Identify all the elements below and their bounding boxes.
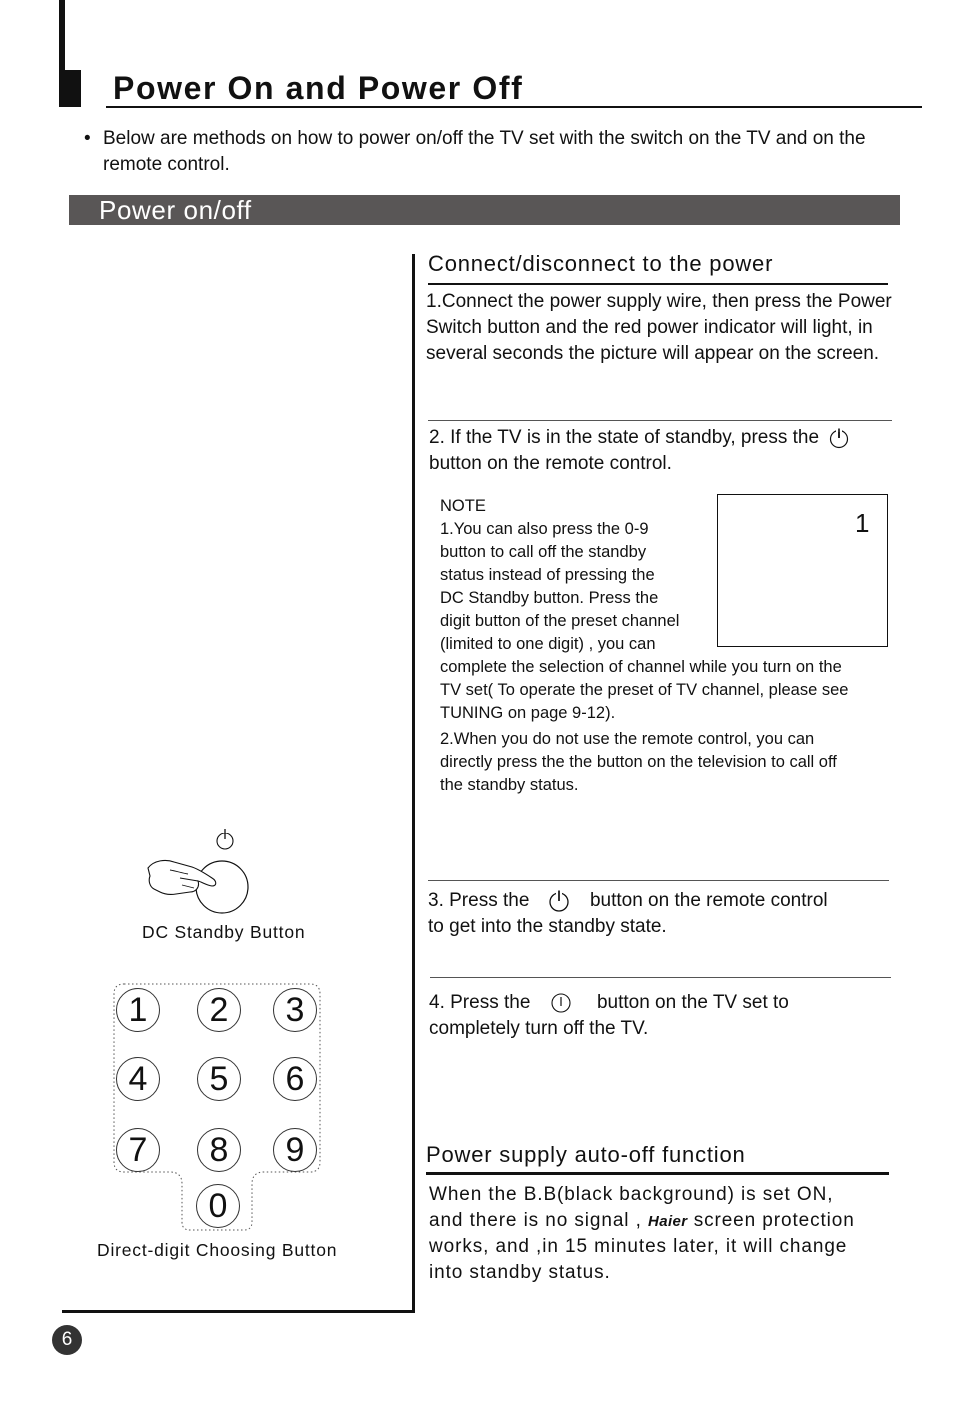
digit-key-7: 7 <box>116 1128 160 1172</box>
standby-icon <box>828 427 850 449</box>
channel-display-number: 1 <box>855 508 870 538</box>
header-block <box>59 70 81 107</box>
note-2-line: 2.When you do not use the remote control, you can <box>440 730 815 748</box>
intro-text: Below are methods on how to power on/off the TV set with the switch on the TV and on the remote control. <box>103 128 866 175</box>
digit-key-8: 8 <box>197 1128 241 1172</box>
standby-icon <box>217 828 233 849</box>
step-3-text-c: to get into the standby state. <box>428 916 667 937</box>
step-2 <box>429 425 909 451</box>
step-3-rule <box>428 880 889 881</box>
autooff-heading: Power supply auto-off function <box>426 1142 746 1167</box>
note-1-line: 1.You can also press the 0-9 <box>440 520 649 538</box>
step-3 <box>428 888 828 914</box>
standby-button-illustration <box>140 826 260 918</box>
autooff-line-2-b: screen protection <box>693 1210 855 1231</box>
step-1-text: 1.Connect the power supply wire, then press the Power Switch button and the red power indicator will light, in several seconds the picture will appear on the screen. <box>426 291 892 364</box>
digit-key-5: 5 <box>197 1057 241 1101</box>
connect-heading-rule <box>428 283 888 285</box>
note-1-line: status instead of pressing the <box>440 566 655 584</box>
title-rule <box>106 106 922 108</box>
step-3-text-b: button on the remote control <box>589 890 828 911</box>
autooff-line-3: works, and ,in 15 minutes later, it will change <box>429 1236 848 1257</box>
note-1-line: button to call off the standby <box>440 543 647 561</box>
note-2-line: directly press the the button on the television to call off <box>440 753 837 771</box>
round-button-icon <box>196 861 248 913</box>
autooff-heading-rule <box>426 1172 889 1175</box>
digit-key-3: 3 <box>273 988 317 1032</box>
digit-key-2: 2 <box>197 988 241 1032</box>
standby-caption: DC Standby Button <box>142 922 306 942</box>
step-4-rule <box>430 977 891 978</box>
note-title: NOTE <box>440 497 486 515</box>
digit-key-4: 4 <box>116 1057 160 1101</box>
note-1-line: (limited to one digit) , you can <box>440 635 656 653</box>
autooff-line-2-a: and there is no signal , <box>429 1210 642 1231</box>
step-4-text-b: button on the TV set to <box>596 992 789 1013</box>
note-2-line: the standby status. <box>440 776 579 794</box>
section-bar: Power on/off <box>69 195 900 225</box>
standby-icon <box>547 889 571 913</box>
note-1-line: TV set( To operate the preset of TV channel, please see <box>440 681 849 699</box>
brand-logo: Haier <box>647 1213 688 1230</box>
step-2-text-b: button on the remote control. <box>429 453 672 474</box>
autooff-line-2 <box>429 1208 855 1235</box>
step-4-text-a: 4. Press the <box>429 992 531 1013</box>
bottom-rule <box>62 1310 415 1313</box>
digit-caption: Direct-digit Choosing Button <box>97 1240 338 1260</box>
page-title: Power On and Power Off <box>113 70 524 106</box>
autooff-line-4: into standby status. <box>429 1262 611 1283</box>
step-3-text-a: 3. Press the <box>428 890 530 911</box>
step-2-rule <box>428 420 892 421</box>
connect-heading: Connect/disconnect to the power <box>428 251 774 276</box>
note-1-line: digit button of the preset channel <box>440 612 680 630</box>
column-divider <box>412 254 415 1313</box>
digit-key-6: 6 <box>273 1057 317 1101</box>
note-2 <box>440 728 837 797</box>
digit-key-9: 9 <box>273 1128 317 1172</box>
bullet: • <box>84 128 91 149</box>
note-1-line: DC Standby button. Press the <box>440 589 659 607</box>
step-4-text-c: completely turn off the TV. <box>429 1018 649 1039</box>
autooff-line-1: When the B.B(black background) is set ON, <box>429 1184 834 1205</box>
tv-power-icon <box>550 992 572 1014</box>
digit-key-1: 1 <box>116 988 160 1032</box>
step-4 <box>429 990 789 1016</box>
page-number: 6 <box>52 1325 82 1355</box>
note-1-line: TUNING on page 9-12). <box>440 704 616 722</box>
note-1-line: complete the selection of channel while you turn on the <box>440 658 842 676</box>
step-2-text-a: 2. If the TV is in the state of standby, press the <box>429 427 820 448</box>
digit-key-0: 0 <box>196 1184 240 1228</box>
